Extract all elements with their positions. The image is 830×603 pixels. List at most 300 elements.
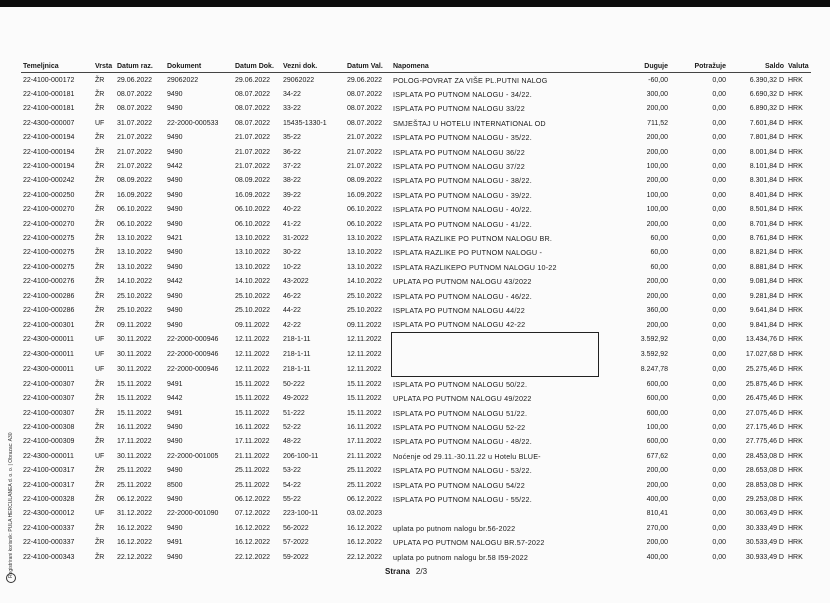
table-cell: 30.11.2022 xyxy=(117,452,152,460)
table-cell: 200,00 xyxy=(646,467,668,475)
table-cell: 21.07.2022 xyxy=(235,134,271,142)
table-cell: 22-4100-000242 xyxy=(23,177,75,185)
table-cell: HRK xyxy=(788,105,803,113)
table-cell: 25.10.2022 xyxy=(117,292,153,300)
table-cell: 22-4300-000011 xyxy=(23,452,74,460)
table-cell: 22-4100-000308 xyxy=(23,424,75,432)
table-cell: HRK xyxy=(788,119,803,127)
table-cell: HRK xyxy=(788,76,803,84)
table-cell: 21.07.2022 xyxy=(235,163,271,171)
column-header: Saldo xyxy=(728,61,786,73)
table-cell: 38-22 xyxy=(283,177,301,185)
table-cell: 22-4100-000286 xyxy=(23,292,75,300)
table-cell: HRK xyxy=(788,134,803,142)
table-cell: 3.592,92 xyxy=(640,351,668,359)
table-cell: 9490 xyxy=(167,191,183,199)
table-row xyxy=(21,303,811,317)
table-cell: 12.11.2022 xyxy=(235,336,270,344)
table-cell: HRK xyxy=(788,452,803,460)
table-cell: 29.06.2022 xyxy=(347,76,383,84)
table-cell: HRK xyxy=(788,524,803,532)
table-cell: 200,00 xyxy=(646,481,668,489)
table-cell: 22-2000-001005 xyxy=(167,452,219,460)
table-cell: HRK xyxy=(788,496,803,504)
table-cell xyxy=(391,362,598,377)
table-cell: 0,00 xyxy=(712,496,726,504)
table-cell: 13.10.2022 xyxy=(347,263,383,271)
table-cell: 22-4100-000275 xyxy=(23,263,75,271)
table-cell: 21.07.2022 xyxy=(117,163,153,171)
table-row xyxy=(21,521,811,535)
table-cell: 29062022 xyxy=(283,76,315,84)
table-cell: 7.801,84 D xyxy=(749,134,784,142)
table-cell: ISPLATA PO PUTNOM NALOGU 33/22 xyxy=(393,104,525,114)
table-cell: 06.10.2022 xyxy=(347,220,383,228)
table-cell: 30.533,49 D xyxy=(745,539,784,547)
table-cell: 29.06.2022 xyxy=(235,76,271,84)
table-cell: 100,00 xyxy=(646,191,668,199)
ledger-table xyxy=(21,61,811,564)
table-cell: HRK xyxy=(788,365,803,373)
table-row xyxy=(21,435,811,449)
table-cell: 28.453,08 D xyxy=(745,452,784,460)
table-cell: 25.275,46 D xyxy=(745,365,784,373)
table-cell: ŽR xyxy=(95,177,105,185)
table-cell: 22-4100-000275 xyxy=(23,249,75,257)
table-cell: 31.07.2022 xyxy=(117,119,153,127)
table-row xyxy=(21,188,811,202)
table-cell: HRK xyxy=(788,249,803,257)
table-cell: 27.775,46 D xyxy=(745,438,784,446)
table-cell: 06.10.2022 xyxy=(117,206,153,214)
table-cell: 9490 xyxy=(167,148,183,156)
table-row xyxy=(21,333,811,348)
table-cell: 36-22 xyxy=(283,148,301,156)
table-cell: HRK xyxy=(788,177,803,185)
table-cell: HRK xyxy=(788,336,803,344)
table-cell: 06.10.2022 xyxy=(235,220,271,228)
table-cell: 9490 xyxy=(167,321,183,329)
table-cell: 46-22 xyxy=(283,292,301,300)
table-cell: UF xyxy=(95,336,105,344)
table-cell: 22-4300-000007 xyxy=(23,119,75,127)
table-cell: UF xyxy=(95,510,105,518)
table-cell: ŽR xyxy=(95,395,105,403)
table-row xyxy=(21,347,811,361)
table-cell: 13.10.2022 xyxy=(235,234,271,242)
table-cell: 9490 xyxy=(167,467,183,475)
table-cell: 25.10.2022 xyxy=(117,306,153,314)
table-cell: 9490 xyxy=(167,206,183,214)
table-cell: 25.10.2022 xyxy=(347,292,383,300)
column-header: Dokument xyxy=(165,61,233,73)
table-cell: 22-4100-000270 xyxy=(23,206,75,214)
table-cell: 22-4100-000317 xyxy=(23,467,75,475)
table-cell: 15435-1330-1 xyxy=(283,119,327,127)
table-cell: 0,00 xyxy=(712,351,726,359)
table-cell: ISPLATA RAZLIKEPO PUTNOM NALOGU 10-22 xyxy=(393,262,557,272)
table-cell: 22-2000-001090 xyxy=(167,510,219,518)
table-cell: 13.10.2022 xyxy=(235,263,271,271)
table-cell: 16.12.2022 xyxy=(347,539,383,547)
table-cell: 25.10.2022 xyxy=(347,306,383,314)
table-cell: ISPLATA PO PUTNOM NALOGU - 40/22. xyxy=(393,205,532,215)
table-cell: 27.175,46 D xyxy=(745,424,784,432)
table-cell: 0,00 xyxy=(712,395,726,403)
table-cell: 08.07.2022 xyxy=(235,105,271,113)
table-cell: 22-2000-000946 xyxy=(167,351,219,359)
column-header: Temeljnica xyxy=(21,61,93,73)
table-cell: HRK xyxy=(788,263,803,271)
table-cell: ŽR xyxy=(95,134,105,142)
table-cell: 0,00 xyxy=(712,249,726,257)
table-cell: 17.11.2022 xyxy=(235,438,270,446)
table-cell: 8.301,84 D xyxy=(749,177,784,185)
table-cell: ISPLATA PO PUTNOM NALOGU - 48/22. xyxy=(393,437,532,447)
table-cell: ŽR xyxy=(95,249,105,257)
table-cell: 42-22 xyxy=(283,321,301,329)
table-cell: 21.07.2022 xyxy=(235,148,271,156)
side-note-text: Registrirani korisnik: PULA HERCULANEA d. o. o. | Obrazac: A30 xyxy=(8,432,14,578)
table-cell: 08.09.2022 xyxy=(117,177,153,185)
table-cell: 223-100-11 xyxy=(283,510,319,518)
column-header: Datum Val. xyxy=(345,61,391,73)
table-cell: 03.02.2023 xyxy=(347,510,383,518)
table-cell: 30.933,49 D xyxy=(745,553,784,561)
table-cell: 08.07.2022 xyxy=(235,119,271,127)
table-cell: 15.11.2022 xyxy=(235,409,270,417)
table-cell: 08.07.2022 xyxy=(347,105,383,113)
table-cell: uplata po putnom nalogu br.58 I59-2022 xyxy=(393,552,529,562)
table-row xyxy=(21,492,811,506)
table-cell: ISPLATA PO PUTNOM NALOGU 52-22 xyxy=(393,423,526,433)
table-cell: 27.075,46 D xyxy=(745,409,784,417)
table-cell: 15.11.2022 xyxy=(235,380,270,388)
table-cell: 14.10.2022 xyxy=(235,278,271,286)
table-cell: 22-4100-000301 xyxy=(23,321,75,329)
table-cell: 9490 xyxy=(167,292,183,300)
table-cell: 15.11.2022 xyxy=(347,395,382,403)
table-cell: 22-4300-000011 xyxy=(23,365,74,373)
table-cell: ISPLATA PO PUTNOM NALOGU - 38/22. xyxy=(393,176,532,186)
table-cell: 0,00 xyxy=(712,278,726,286)
table-cell: ISPLATA PO PUTNOM NALOGU - 41/22. xyxy=(393,219,532,229)
table-cell: 30.11.2022 xyxy=(117,336,152,344)
table-cell: UF xyxy=(95,119,105,127)
table-cell: 200,00 xyxy=(646,105,668,113)
table-row xyxy=(21,217,811,231)
table-cell: 600,00 xyxy=(646,409,668,417)
table-cell: 49-2022 xyxy=(283,395,309,403)
table-cell: 30.11.2022 xyxy=(117,351,152,359)
table-cell: 30-22 xyxy=(283,249,301,257)
table-cell: ISPLATA PO PUTNOM NALOGU 42-22 xyxy=(393,320,526,330)
table-cell: ŽR xyxy=(95,409,105,417)
table-cell: 29.253,08 D xyxy=(745,496,784,504)
table-cell: 300,00 xyxy=(646,91,668,99)
table-cell: POLOG-POVRAT ZA VIŠE PL.PUTNI NALOG xyxy=(393,75,548,85)
table-row xyxy=(21,73,811,88)
table-cell xyxy=(391,347,598,361)
table-cell: 15.11.2022 xyxy=(117,395,152,403)
table-cell: 16.12.2022 xyxy=(235,524,271,532)
table-cell: 15.11.2022 xyxy=(117,380,152,388)
table-cell: 14.10.2022 xyxy=(117,278,153,286)
table-cell: 0,00 xyxy=(712,206,726,214)
table-cell: HRK xyxy=(788,191,803,199)
table-cell: 51-222 xyxy=(283,409,305,417)
table-cell: 25.11.2022 xyxy=(117,467,152,475)
table-row xyxy=(21,116,811,130)
table-cell: 22-4100-000307 xyxy=(23,409,75,417)
table-cell: 200,00 xyxy=(646,539,668,547)
page-number: 2/3 xyxy=(415,567,428,576)
table-cell: 200,00 xyxy=(646,278,668,286)
table-row xyxy=(21,174,811,188)
table-cell: ŽR xyxy=(95,91,105,99)
table-cell: 200,00 xyxy=(646,148,668,156)
table-cell: 59-2022 xyxy=(283,553,309,561)
table-cell: 12.11.2022 xyxy=(347,365,382,373)
table-cell: 9.841,84 D xyxy=(749,321,784,329)
table-cell: 22-4100-000181 xyxy=(23,91,75,99)
table-cell: 200,00 xyxy=(646,177,668,185)
table-cell: 16.12.2022 xyxy=(347,524,383,532)
table-cell: UF xyxy=(95,452,105,460)
table-row xyxy=(21,246,811,260)
table-cell: 31.12.2022 xyxy=(117,510,153,518)
table-cell: 07.12.2022 xyxy=(235,510,271,518)
table-cell: 22-4100-000286 xyxy=(23,306,75,314)
table-cell: 08.07.2022 xyxy=(235,91,271,99)
table-cell: HRK xyxy=(788,395,803,403)
table-row xyxy=(21,231,811,245)
table-cell: ŽR xyxy=(95,191,105,199)
table-cell: 9.281,84 D xyxy=(749,292,784,300)
table-row xyxy=(21,449,811,463)
table-cell: 22-4100-000194 xyxy=(23,163,75,171)
table-cell: 22-4100-000317 xyxy=(23,481,75,489)
table-cell: 21.07.2022 xyxy=(117,134,153,142)
table-cell: 0,00 xyxy=(712,452,726,460)
table-cell: 17.11.2022 xyxy=(117,438,152,446)
table-cell: 15.11.2022 xyxy=(235,395,270,403)
table-cell: 17.027,68 D xyxy=(745,351,784,359)
table-cell: ŽR xyxy=(95,76,105,84)
table-cell: HRK xyxy=(788,220,803,228)
table-cell: 400,00 xyxy=(646,553,668,561)
table-cell: 0,00 xyxy=(712,292,726,300)
table-cell: 10-22 xyxy=(283,263,301,271)
table-cell: 7.601,84 D xyxy=(749,119,784,127)
table-cell: 25.10.2022 xyxy=(235,292,271,300)
table-cell: 16.12.2022 xyxy=(117,524,153,532)
table-cell: 0,00 xyxy=(712,91,726,99)
table-cell: 40-22 xyxy=(283,206,301,214)
table-cell: 22-4100-000309 xyxy=(23,438,75,446)
table-cell: 0,00 xyxy=(712,380,726,388)
table-cell: 0,00 xyxy=(712,105,726,113)
table-cell: 25.10.2022 xyxy=(235,306,271,314)
table-cell: 100,00 xyxy=(646,163,668,171)
table-cell: 0,00 xyxy=(712,163,726,171)
table-cell: 06.10.2022 xyxy=(235,206,271,214)
table-cell: 13.10.2022 xyxy=(347,234,383,242)
table-cell: 16.11.2022 xyxy=(235,424,270,432)
table-cell: 3.592,92 xyxy=(640,336,668,344)
table-cell: 0,00 xyxy=(712,510,726,518)
table-cell: ŽR xyxy=(95,424,105,432)
table-cell: 0,00 xyxy=(712,409,726,417)
column-header: Vezni dok. xyxy=(281,61,345,73)
table-cell: 22.12.2022 xyxy=(235,553,271,561)
table-cell: ISPLATA PO PUTNOM NALOGU - 35/22. xyxy=(393,133,532,143)
page-label: Strana xyxy=(385,567,410,576)
table-cell: ISPLATA PO PUTNOM NALOGU - 34/22. xyxy=(393,90,532,100)
table-row xyxy=(21,550,811,564)
table-cell: 34-22 xyxy=(283,91,301,99)
table-cell: HRK xyxy=(788,148,803,156)
column-header: Potražuje xyxy=(670,61,728,73)
table-cell: ISPLATA PO PUTNOM NALOGU 44/22 xyxy=(393,305,525,315)
table-cell: HRK xyxy=(788,510,803,518)
table-cell: ŽR xyxy=(95,321,105,329)
table-cell: 9.081,84 D xyxy=(749,278,784,286)
table-cell: 22-4300-000011 xyxy=(23,336,74,344)
table-cell: HRK xyxy=(788,206,803,214)
table-cell: 13.10.2022 xyxy=(117,249,153,257)
table-row xyxy=(21,392,811,406)
table-cell: 13.10.2022 xyxy=(117,234,153,242)
table-cell: 21.11.2022 xyxy=(347,452,382,460)
table-cell: 9490 xyxy=(167,524,183,532)
table-cell: 0,00 xyxy=(712,467,726,475)
table-cell: 8.101,84 D xyxy=(749,163,784,171)
table-cell: ŽR xyxy=(95,496,105,504)
table-cell: 6.690,32 D xyxy=(749,91,784,99)
table-cell: -60,00 xyxy=(648,76,668,84)
table-cell: 16.11.2022 xyxy=(117,424,152,432)
table-cell: 33-22 xyxy=(283,105,301,113)
table-cell: HRK xyxy=(788,306,803,314)
table-cell: 12.11.2022 xyxy=(347,336,382,344)
table-cell: HRK xyxy=(788,467,803,475)
table-cell: 9490 xyxy=(167,553,183,561)
table-cell: 22-4100-000250 xyxy=(23,191,75,199)
table-cell: 9442 xyxy=(167,395,183,403)
table-cell: 13.10.2022 xyxy=(117,263,153,271)
table-cell: 22-4100-000194 xyxy=(23,148,75,156)
table-cell: 8.821,84 D xyxy=(749,249,784,257)
table-cell: 13.10.2022 xyxy=(235,249,271,257)
table-cell: 21.11.2022 xyxy=(235,452,270,460)
table-cell: 9491 xyxy=(167,380,183,388)
table-cell: 08.07.2022 xyxy=(117,105,153,113)
table-cell: 22-4100-000337 xyxy=(23,539,75,547)
table-cell: 12.11.2022 xyxy=(235,365,270,373)
table-row xyxy=(21,406,811,420)
table-row xyxy=(21,464,811,478)
table-cell: ISPLATA PO PUTNOM NALOGU 37/22 xyxy=(393,162,525,172)
table-cell: 44-22 xyxy=(283,306,301,314)
table-cell: 22-4100-000337 xyxy=(23,524,75,532)
table-cell: HRK xyxy=(788,91,803,99)
table-cell: ŽR xyxy=(95,380,105,388)
table-cell: 22-4100-000307 xyxy=(23,395,75,403)
table-cell: ŽR xyxy=(95,438,105,446)
table-cell: 57-2022 xyxy=(283,539,309,547)
registered-user-note xyxy=(2,392,14,582)
table-cell: HRK xyxy=(788,409,803,417)
table-cell: 6.390,32 D xyxy=(749,76,784,84)
table-header-row xyxy=(21,61,811,73)
table-cell: HRK xyxy=(788,438,803,446)
table-cell: 30.11.2022 xyxy=(117,365,152,373)
table-cell: 06.12.2022 xyxy=(347,496,383,504)
table-cell: UF xyxy=(95,365,105,373)
table-cell: 08.07.2022 xyxy=(347,119,383,127)
table-cell: 15.11.2022 xyxy=(117,409,152,417)
table-cell: 09.11.2022 xyxy=(235,321,270,329)
table-cell: 21.07.2022 xyxy=(347,134,383,142)
table-cell: 9442 xyxy=(167,163,183,171)
table-cell: ISPLATA PO PUTNOM NALOGU - 39/22. xyxy=(393,190,532,200)
table-cell: 0,00 xyxy=(712,220,726,228)
table-cell: 06.12.2022 xyxy=(235,496,271,504)
table-cell: 8500 xyxy=(167,481,183,489)
table-cell: 8.881,84 D xyxy=(749,263,784,271)
table-cell: 8.501,84 D xyxy=(749,206,784,214)
table-cell: 200,00 xyxy=(646,220,668,228)
table-cell: ISPLATA PO PUTNOM NALOGU 36/22 xyxy=(393,147,525,157)
table-cell: ŽR xyxy=(95,524,105,532)
table-cell: UF xyxy=(95,351,105,359)
table-cell: 218-1-11 xyxy=(283,336,311,344)
table-cell: 55-22 xyxy=(283,496,301,504)
table-cell: 25.11.2022 xyxy=(347,481,382,489)
table-cell: 08.07.2022 xyxy=(117,91,153,99)
table-cell: UPLATA PO PUTNOM NALOGU BR.57-2022 xyxy=(393,538,545,548)
table-row xyxy=(21,289,811,303)
table-cell: 0,00 xyxy=(712,191,726,199)
table-cell: 22-4100-000343 xyxy=(23,553,75,561)
table-cell: 0,00 xyxy=(712,306,726,314)
table-cell: 22-4300-000011 xyxy=(23,351,74,359)
table-cell: 06.10.2022 xyxy=(117,220,153,228)
table-cell: 22-4100-000275 xyxy=(23,234,75,242)
table-cell: 9490 xyxy=(167,263,183,271)
table-cell: ŽR xyxy=(95,234,105,242)
table-cell: 16.09.2022 xyxy=(117,191,153,199)
table-cell: HRK xyxy=(788,321,803,329)
table-cell: 06.10.2022 xyxy=(347,206,383,214)
table-cell: 21.07.2022 xyxy=(347,148,383,156)
table-cell: 12.11.2022 xyxy=(347,351,382,359)
table-cell: 15.11.2022 xyxy=(347,380,382,388)
stamp-circle-icon xyxy=(6,573,16,583)
table-cell: 9490 xyxy=(167,177,183,185)
table-cell: ŽR xyxy=(95,292,105,300)
table-cell: ISPLATA RAZLIKE PO PUTNOM NALOGU BR. xyxy=(393,233,553,243)
table-cell: HRK xyxy=(788,380,803,388)
table-cell: 60,00 xyxy=(650,249,668,257)
table-cell: HRK xyxy=(788,234,803,242)
table-cell: 100,00 xyxy=(646,424,668,432)
table-row xyxy=(21,377,811,392)
table-cell: ŽR xyxy=(95,539,105,547)
table-row xyxy=(21,203,811,217)
table-cell: 26.475,46 D xyxy=(745,395,784,403)
